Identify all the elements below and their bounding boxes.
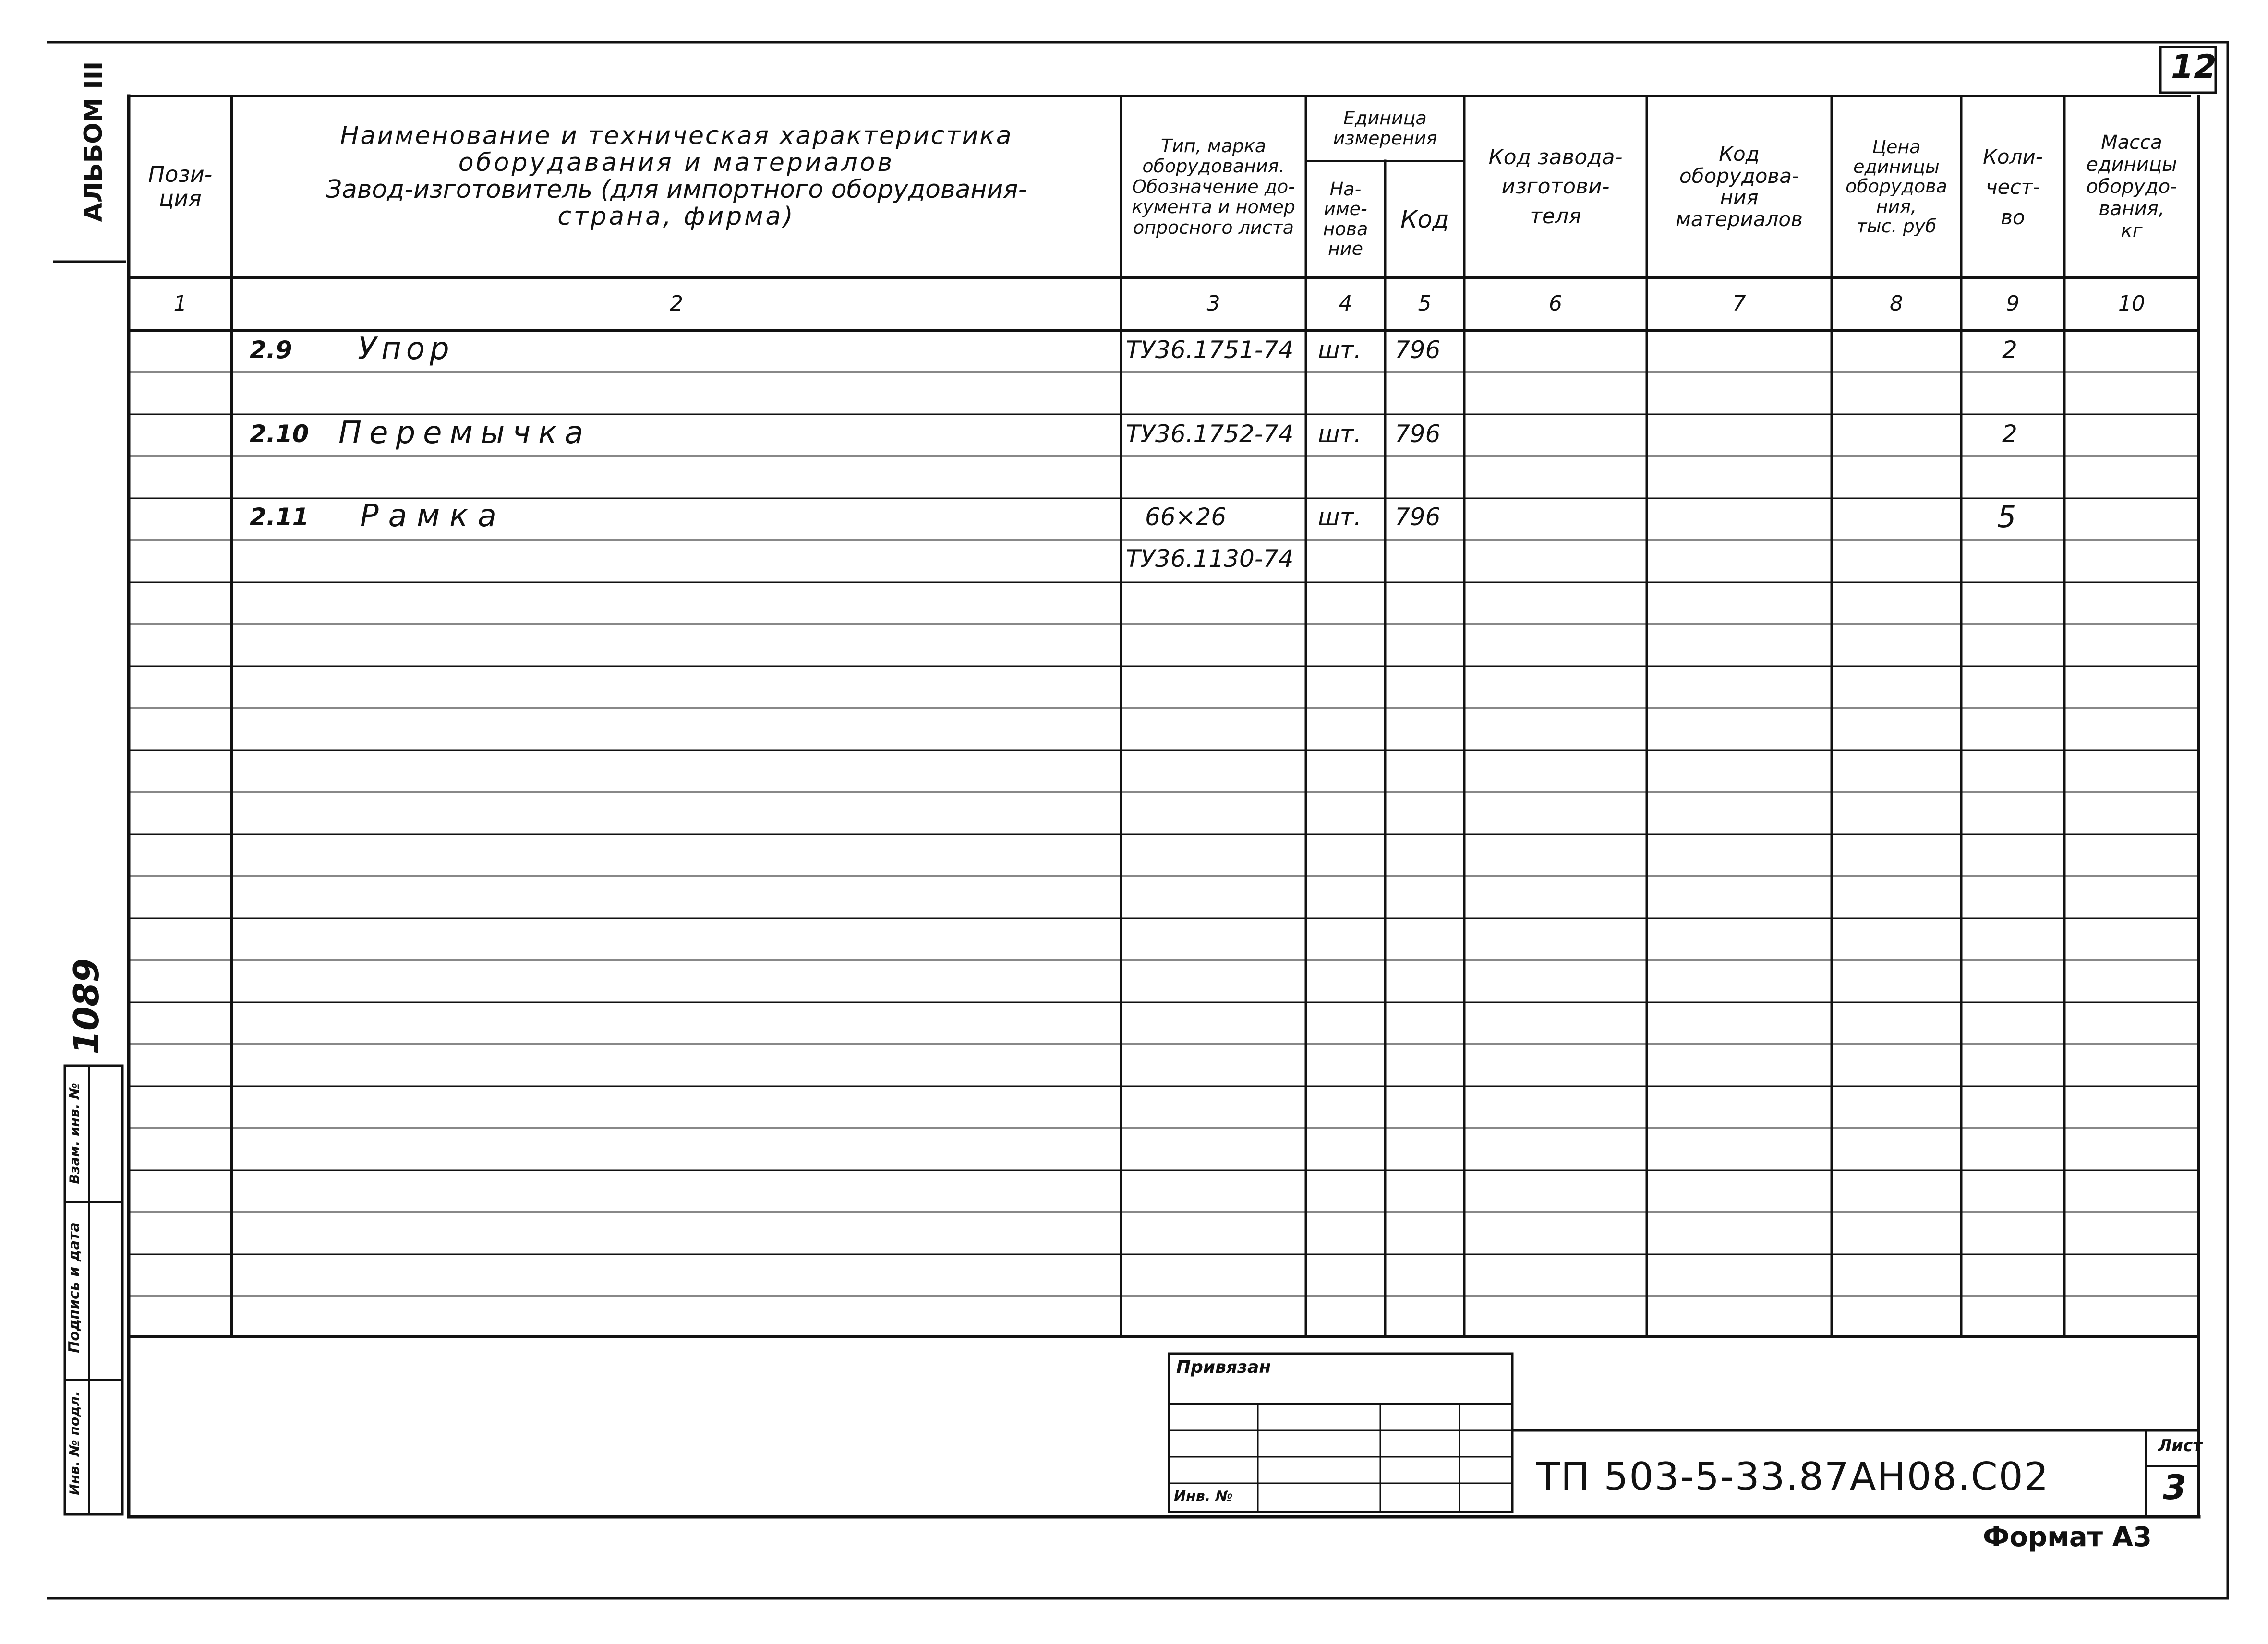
row-code: 796 xyxy=(1395,336,1441,364)
header-quantity-line: Коли- xyxy=(1983,144,2043,168)
row-position: 2.10 xyxy=(250,420,309,448)
header-mass-line: вания, xyxy=(2099,198,2165,220)
row-quantity: 5 xyxy=(1997,499,2016,534)
header-unit-code xyxy=(1385,161,1464,277)
header-name-line: Наименование и техническая характеристика xyxy=(340,121,1013,150)
header-mass-line: оборудо- xyxy=(2086,176,2177,198)
header-manufacturer-code-line: Код завода- xyxy=(1488,144,1623,169)
row-unit: шт. xyxy=(1318,336,1362,364)
row-type: ТУ36.1752-74 xyxy=(1126,420,1294,448)
colnum-6: 6 xyxy=(1549,291,1562,316)
header-equipment-code xyxy=(1647,96,1832,277)
header-price-line: ния, xyxy=(1876,195,1917,217)
row-position: 2.11 xyxy=(250,503,309,531)
row-name: Перемычка xyxy=(338,415,591,451)
header-quantity-line: чест- xyxy=(1985,175,2040,199)
colnum-8: 8 xyxy=(1890,291,1903,316)
header-manufacturer-code-line: изготови- xyxy=(1501,174,1610,199)
sheet-label: Лист xyxy=(2158,1436,2202,1455)
header-unit-name-line: нова xyxy=(1323,218,1368,240)
row-unit: шт. xyxy=(1318,420,1362,448)
row-code: 796 xyxy=(1395,503,1441,531)
row-code: 796 xyxy=(1395,420,1441,448)
header-manufacturer-code-line: теля xyxy=(1530,204,1581,228)
header-name-line: оборудавания и материалов xyxy=(458,148,895,178)
header-name-line: страна, фирма) xyxy=(557,202,796,231)
colnum-7: 7 xyxy=(1732,291,1746,316)
header-unit-name-line: ние xyxy=(1328,238,1363,259)
header-equipment-code-line: ния xyxy=(1720,186,1759,209)
header-type-line: Тип, марка xyxy=(1160,135,1267,156)
colnum-5: 5 xyxy=(1418,291,1432,316)
side-number: 1089 xyxy=(66,958,107,1055)
header-price-line: единицы xyxy=(1853,156,1940,178)
row-name: Упор xyxy=(358,331,454,367)
stamp-podpis-data: Подпись и дата xyxy=(66,1222,83,1353)
header-mass-line: единицы xyxy=(2086,154,2177,176)
colnum-4: 4 xyxy=(1339,291,1352,316)
header-mass xyxy=(2064,96,2199,277)
header-quantity xyxy=(1961,96,2064,277)
header-quantity-line: во xyxy=(2001,205,2025,229)
stamp-inv-podl: Инв. № подл. xyxy=(66,1391,83,1495)
header-type-line: опросного листа xyxy=(1133,216,1294,238)
header-equipment-code-line: материалов xyxy=(1676,207,1803,231)
header-unit-group xyxy=(1306,96,1464,161)
stamp-privyazan: Привязан xyxy=(1176,1357,1271,1377)
row-unit: шт. xyxy=(1318,503,1362,531)
header-equipment-code-line: Код xyxy=(1719,142,1760,166)
header-name xyxy=(232,96,1121,277)
header-price-line: оборудова xyxy=(1846,176,1947,197)
colnum-3: 3 xyxy=(1206,291,1220,316)
corner-sheet-number: 12 xyxy=(2171,48,2217,86)
row-quantity: 2 xyxy=(2002,336,2017,364)
header-unit-name-line: На- xyxy=(1329,179,1362,200)
row-position: 2.9 xyxy=(250,336,292,364)
stamp-vzam-inv: Взам. инв. № xyxy=(66,1083,83,1184)
colnum-2: 2 xyxy=(670,291,683,316)
header-position-line: Пози- xyxy=(148,161,213,188)
header-manufacturer-code xyxy=(1464,96,1647,277)
header-type-line: оборудования. xyxy=(1142,156,1285,177)
header-unit-name xyxy=(1306,161,1385,277)
header-type xyxy=(1121,96,1306,277)
row-type-doc: ТУ36.1130-74 xyxy=(1126,545,1294,573)
header-price-line: тыс. руб xyxy=(1856,215,1937,237)
header-price-line: Цена xyxy=(1872,136,1921,158)
colnum-1: 1 xyxy=(173,291,187,316)
header-position-line: ция xyxy=(159,185,202,211)
header-mass-line: Масса xyxy=(2101,132,2162,154)
row-type: ТУ36.1751-74 xyxy=(1126,336,1294,364)
header-name-line: Завод-изготовитель (для импортного оборудования- xyxy=(326,175,1027,204)
header-equipment-code-line: оборудова- xyxy=(1679,164,1799,188)
row-quantity: 2 xyxy=(2002,420,2017,448)
header-type-line: кумента и номер xyxy=(1132,196,1295,218)
format-label: Формат А3 xyxy=(1983,1522,2152,1553)
header-unit-line: Единица xyxy=(1343,108,1427,129)
header-position xyxy=(129,96,232,277)
header-type-line: Обозначение до- xyxy=(1132,176,1295,197)
row-type: 66×26 xyxy=(1145,503,1227,531)
row-name: Рамка xyxy=(360,498,506,534)
header-unit-name-line: име- xyxy=(1324,198,1367,220)
document-code: ТП 503-5-33.87АН08.С02 xyxy=(1536,1454,2050,1499)
colnum-10: 10 xyxy=(2118,291,2145,316)
stamp-inv-no: Инв. № xyxy=(1174,1488,1233,1505)
header-price xyxy=(1832,96,1961,277)
header-mass-line: кг xyxy=(2121,220,2143,242)
header-unit-code-line: Код xyxy=(1400,205,1449,233)
sheet-value: 3 xyxy=(2163,1468,2186,1507)
header-unit-line: измерения xyxy=(1333,127,1437,149)
colnum-9: 9 xyxy=(2006,291,2020,316)
album-label: АЛЬБОМ III xyxy=(79,61,108,222)
